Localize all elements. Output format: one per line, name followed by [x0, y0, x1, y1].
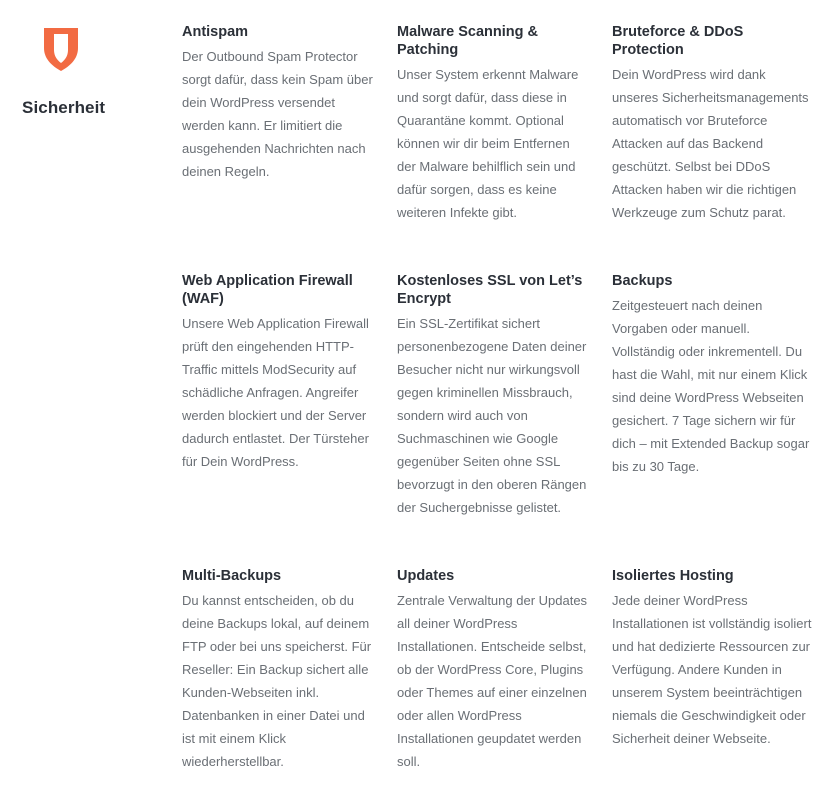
- section-title: Sicherheit: [22, 98, 106, 117]
- feature-backups: [612, 272, 812, 478]
- feature-title: Kostenloses SSL von Let’s Encrypt: [397, 273, 583, 307]
- feature-description: Unser System erkennt Malware und sorgt dafür, dass diese in Quarantäne kommt. Optional können wir dir beim Entfernen der Malware behilflich sein und dafür sorgen, dass es keine weiteren Infekte gibt.: [397, 67, 579, 220]
- feature-title: Multi-Backups: [182, 568, 282, 584]
- section-sidebar: [22, 26, 162, 118]
- feature-description: Der Outbound Spam Protector sorgt dafür, dass kein Spam über dein WordPress versendet werden kann. Er limitiert die ausgehenden Nachrichten nach deinen Regeln.: [182, 49, 373, 179]
- feature-ssl: [397, 272, 592, 519]
- feature-title: Bruteforce & DDoS Protection: [612, 24, 744, 58]
- feature-bruteforce-ddos: [612, 23, 812, 224]
- feature-description: Unsere Web Application Firewall prüft den eingehenden HTTP-Traffic mittels ModSecurity auf schädliche Anfragen. Angreifer werden blockiert und der Server dadurch entlastet. Der Türsteher für Dein WordPress.: [182, 316, 369, 469]
- feature-isolated-hosting: [612, 567, 812, 750]
- feature-description: Zeitgesteuert nach deinen Vorgaben oder manuell. Vollständig oder inkrementell. Du hast die Wahl, mit nur einem Klick sind deine WordPress Webseiten gesichert. 7 Tage sichern wir für dich – mit Extended Backup sogar bis zu 30 Tage.: [612, 298, 810, 474]
- feature-description: Ein SSL-Zertifikat sichert personenbezogene Daten deiner Besucher nicht nur wirkungsvoll gegen kriminellen Missbrauch, sondern wird auch von Suchmaschinen wie Google gegenüber Seiten ohne SSL bevorzugt in den oberen Rängen der Suchergebnisse gelistet.: [397, 316, 587, 515]
- feature-malware-scanning: [397, 23, 592, 224]
- feature-title: Antispam: [182, 24, 249, 40]
- feature-updates: [397, 567, 592, 773]
- feature-title: Web Application Firewall (WAF): [182, 273, 353, 307]
- feature-description: Zentrale Verwaltung der Updates all deiner WordPress Installationen. Entscheide selbst, ob der WordPress Core, Plugins oder Themes auf einer einzelnen oder allen WordPress Installationen geupdatet werden soll.: [397, 593, 588, 769]
- feature-multi-backups: [182, 567, 377, 773]
- feature-description: Dein WordPress wird dank unseres Sicherheitsmanagements automatisch vor Bruteforce Attacken auf das Backend geschützt. Selbst bei DDoS Attacken haben wir die richtigen Werkzeuge zum Schutz parat.: [612, 67, 809, 220]
- feature-title: Malware Scanning & Patching: [397, 24, 539, 58]
- feature-title: Isoliertes Hosting: [612, 568, 734, 584]
- feature-title: Backups: [612, 273, 673, 289]
- shield-icon: [42, 26, 80, 72]
- feature-antispam: [182, 23, 377, 183]
- feature-description: Jede deiner WordPress Installationen ist vollständig isoliert und hat dedizierte Ressourcen zur Verfügung. Andere Kunden in unserem System beeinträchtigen niemals die Geschwindigkeit oder Sicherheit deiner Webseite.: [612, 593, 812, 746]
- feature-title: Updates: [397, 568, 455, 584]
- feature-waf: [182, 272, 377, 473]
- feature-description: Du kannst entscheiden, ob du deine Backups lokal, auf deinem FTP oder bei uns speicherst. Für Reseller: Ein Backup sichert alle Kunden-Webseiten inkl. Datenbanken in einer Datei und ist mit einem Klick wiederherstellbar.: [182, 593, 372, 769]
